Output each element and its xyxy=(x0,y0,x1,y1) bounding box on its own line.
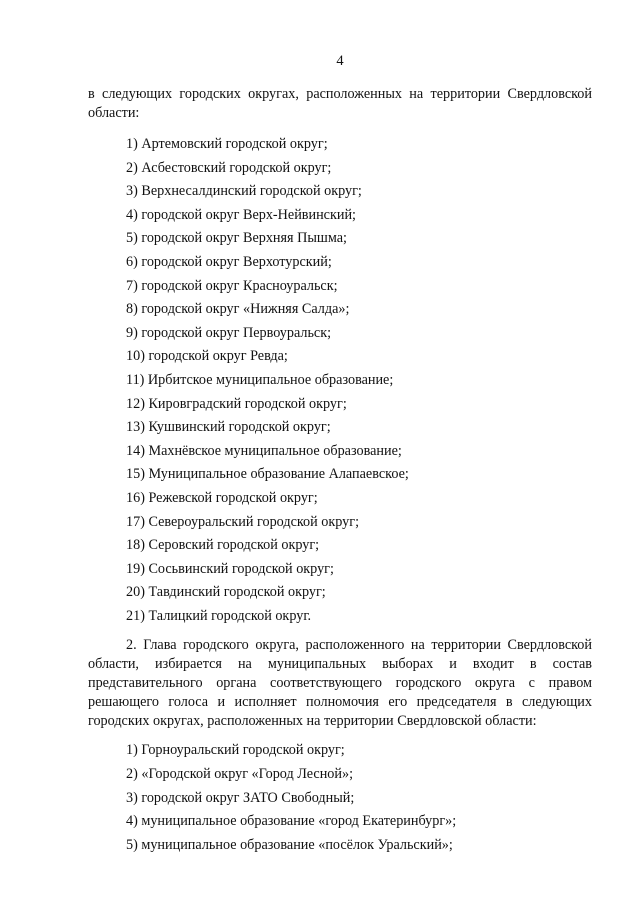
list-item: 17) Североуральский городской округ; xyxy=(126,513,360,530)
list-item: 8) городской округ «Нижняя Салда»; xyxy=(126,301,350,318)
list-item: 5) городской округ Верхняя Пышма; xyxy=(126,230,347,247)
list-item: 11) Ирбитское муниципальное образование; xyxy=(126,371,394,388)
district-list-two xyxy=(88,741,592,859)
list-item: 1) Горноуральский городской округ; xyxy=(126,742,345,759)
list-item: 20) Тавдинский городской округ; xyxy=(126,584,326,601)
page-number: 4 xyxy=(336,53,344,69)
list-item: 13) Кушвинский городской округ; xyxy=(126,419,331,436)
list-item: 5) муниципальное образование «посёлок Уральский»; xyxy=(126,836,453,853)
list-item: 18) Серовский городской округ; xyxy=(126,537,320,554)
list-item: 19) Сосьвинский городской округ; xyxy=(126,560,334,577)
list-item: 6) городской округ Верхотурский; xyxy=(126,253,332,270)
list-item: 9) городской округ Первоуральск; xyxy=(126,324,332,341)
intro-paragraph: в следующих городских округах, расположенных на территории Свердловской области: xyxy=(88,86,592,121)
list-item: 3) городской округ ЗАТО Свободный; xyxy=(126,789,355,806)
list-item: 4) городской округ Верх-Нейвинский; xyxy=(126,206,356,223)
section-2-paragraph: 2. Глава городского округа, расположенного на территории Свердловской области, избирается на муниципальных выборах и входит в состав представительного органа соответствующего городского округа с правом решающего голоса и исполняет полномочия его председателя в следующих городских округах, расположенных на территории Свердловской области: xyxy=(88,637,592,730)
list-item: 1) Артемовский городской округ; xyxy=(126,136,328,152)
district-list-one xyxy=(88,135,592,630)
list-item: 4) муниципальное образование «город Екатеринбург»; xyxy=(126,813,457,830)
list-item: 2) Асбестовский городской округ; xyxy=(126,159,332,176)
list-item: 15) Муниципальное образование Алапаевское; xyxy=(126,466,409,483)
list-item: 14) Махнёвское муниципальное образование; xyxy=(126,442,402,459)
list-item: 3) Верхнесалдинский городской округ; xyxy=(126,183,362,200)
list-item: 2) «Городской округ «Город Лесной»; xyxy=(126,766,354,783)
list-item: 10) городской округ Ревда; xyxy=(126,348,288,365)
list-item: 7) городской округ Красноуральск; xyxy=(126,277,338,294)
list-item: 21) Талицкий городской округ. xyxy=(126,607,312,624)
list-item: 12) Кировградский городской округ; xyxy=(126,395,347,412)
list-item: 16) Режевской городской округ; xyxy=(126,489,318,506)
